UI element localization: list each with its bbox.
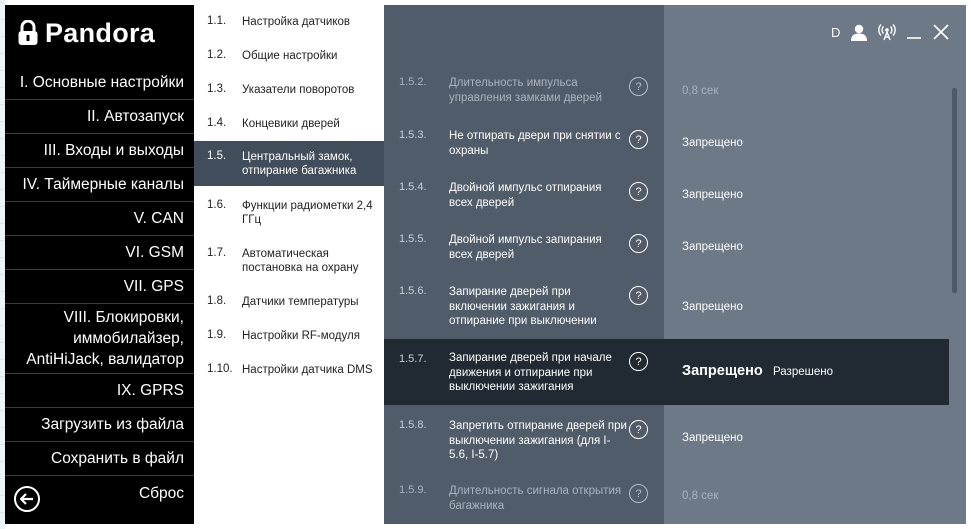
param-value[interactable]: Запрещено [682,432,743,444]
submenu-item-temperature[interactable] [194,295,384,315]
sidebar-item-inputs-outputs[interactable] [5,134,194,168]
submenu-item-number: 1.5. [207,150,227,162]
submenu-item-door-switches[interactable] [194,117,384,137]
app-window [5,5,966,524]
option-allowed[interactable]: Разрешено [773,366,833,378]
sidebar-item-label: IX. GPRS [116,382,184,399]
param-row-selected[interactable] [384,339,949,405]
submenu-item-radio-tag[interactable] [194,199,384,231]
param-number: 1.5.4. [399,181,427,193]
param-label: Запирание дверей при включении зажигания и отпирание при выключении [449,286,597,327]
submenu-item-label: Концевики дверей [242,118,340,130]
help-icon[interactable]: ? [629,420,648,439]
param-label: Длительность импульса управления замками дверей [449,77,602,104]
signal-icon[interactable] [878,23,896,41]
close-icon[interactable] [932,23,950,41]
submenu-item-label: Общие настройки [242,50,338,62]
sidebar-item-autostart[interactable] [5,100,194,134]
sidebar-item-label: Сброс [138,484,184,502]
sidebar-item-label: III. Входы и выходы [43,142,184,159]
sidebar-item-label: V. CAN [133,210,184,227]
submenu-item-number: 1.6. [207,199,227,211]
sidebar-item-label: VII. GPS [123,278,184,295]
submenu-item-auto-arming[interactable] [194,247,384,279]
main-sidebar [5,5,194,524]
lock-icon [17,20,39,46]
submenu-item-number: 1.1. [207,15,227,27]
param-label: Двойной импульс отпирания всех дверей [449,182,602,209]
save-to-file-button[interactable] [5,442,194,476]
submenu-item-general[interactable] [194,49,384,69]
device-label: D [831,24,841,40]
submenu-item-sensors[interactable] [194,15,384,35]
submenu-item-dms-sensor[interactable] [194,363,384,383]
submenu-item-central-lock[interactable] [194,141,384,186]
param-number: 1.5.2. [399,76,427,88]
sidebar-item-gps[interactable] [5,270,194,304]
submenu-item-label: Датчики температуры [242,296,359,308]
user-icon[interactable] [850,24,868,41]
sidebar-item-gsm[interactable] [5,236,194,270]
param-label: Длительность сигнала открытия багажника [449,485,622,512]
param-label: Не отпирать двери при снятии с охраны [449,130,621,157]
submenu-item-number: 1.10. [207,363,233,375]
sidebar-item-timer-channels[interactable] [5,168,194,202]
submenu-item-label: Настройка датчиков [242,16,351,28]
submenu-item-number: 1.3. [207,83,227,95]
submenu-item-label: Автоматическая постановка на охрану [242,248,359,274]
sidebar-item-label: VI. GSM [125,244,184,261]
param-row[interactable] [384,175,949,221]
window-controls [831,21,950,43]
param-row[interactable] [384,413,949,473]
param-value[interactable]: Запрещено [682,189,743,201]
param-number: 1.5.5. [399,233,427,245]
sidebar-item-label: IV. Таймерные каналы [22,176,184,193]
pandora-logo [17,17,155,49]
submenu-item-label: Функции радиометки 2,4 ГГц [242,200,373,226]
param-number: 1.5.8. [399,419,427,431]
param-row[interactable] [384,227,949,273]
sidebar-item-gprs[interactable] [5,374,194,408]
submenu-item-label: Настройки RF-модуля [242,330,360,342]
help-icon[interactable]: ? [629,234,648,253]
submenu-item-label: Настройки датчика DMS [242,364,373,376]
param-row[interactable] [384,279,949,339]
param-row[interactable] [384,71,949,115]
sidebar-item-can[interactable] [5,202,194,236]
submenu-item-number: 1.2. [207,49,227,61]
submenu-item-number: 1.7. [207,247,227,259]
sidebar-item-label: I. Основные настройки [19,74,184,91]
load-from-file-button[interactable] [5,408,194,442]
param-number: 1.5.6. [399,285,427,297]
param-value[interactable]: 0,8 сек [682,490,719,502]
param-number: 1.5.3. [399,129,427,141]
param-number: 1.5.7. [399,353,427,365]
help-icon[interactable]: ? [629,484,648,503]
param-value[interactable]: 0,8 сек [682,85,719,97]
option-forbidden[interactable]: Запрещено [682,363,763,379]
help-icon[interactable]: ? [629,130,648,149]
param-value[interactable]: Запрещено [682,137,743,149]
submenu-item-label: Указатели поворотов [242,84,355,96]
submenu-item-label: Центральный замок, отпирание багажника [242,151,357,177]
help-icon[interactable]: ? [629,352,648,371]
logo-text: Pandora [45,17,156,48]
help-icon[interactable]: ? [629,182,648,201]
scrollbar[interactable] [952,88,957,293]
param-value[interactable]: Запрещено [682,241,743,253]
sidebar-item-label: VIII. Блокировки, иммобилайзер, AntiHiJack, валидатор [26,309,184,368]
param-value[interactable]: Запрещено [682,301,743,313]
submenu-item-number: 1.4. [207,117,227,129]
param-number: 1.5.9. [399,484,427,496]
param-row[interactable] [384,479,949,524]
back-arrow-icon[interactable] [14,486,40,512]
sidebar-item-label: II. Автозапуск [86,108,184,125]
help-icon[interactable]: ? [629,77,648,96]
submenu-panel [194,5,384,524]
param-row[interactable] [384,123,949,169]
submenu-item-number: 1.9. [207,329,227,341]
help-icon[interactable]: ? [629,286,648,305]
submenu-item-turn-signals[interactable] [194,83,384,103]
sidebar-item-label: Загрузить из файла [41,416,184,433]
param-label: Запретить отпирание дверей при выключении зажигания (для I-5.6, I-5.7) [449,420,627,461]
submenu-item-number: 1.8. [207,295,227,307]
sidebar-item-basic-settings[interactable] [5,66,194,100]
param-label: Двойной импульс запирания всех дверей [449,234,602,261]
minimize-icon[interactable] [906,24,922,40]
sidebar-item-immobilizer[interactable] [5,304,194,374]
sidebar-item-label: Сохранить в файл [51,450,184,467]
param-label: Запирание дверей при начале движения и отпирание при выключении зажигания [449,352,612,393]
submenu-item-rf-module[interactable] [194,329,384,349]
